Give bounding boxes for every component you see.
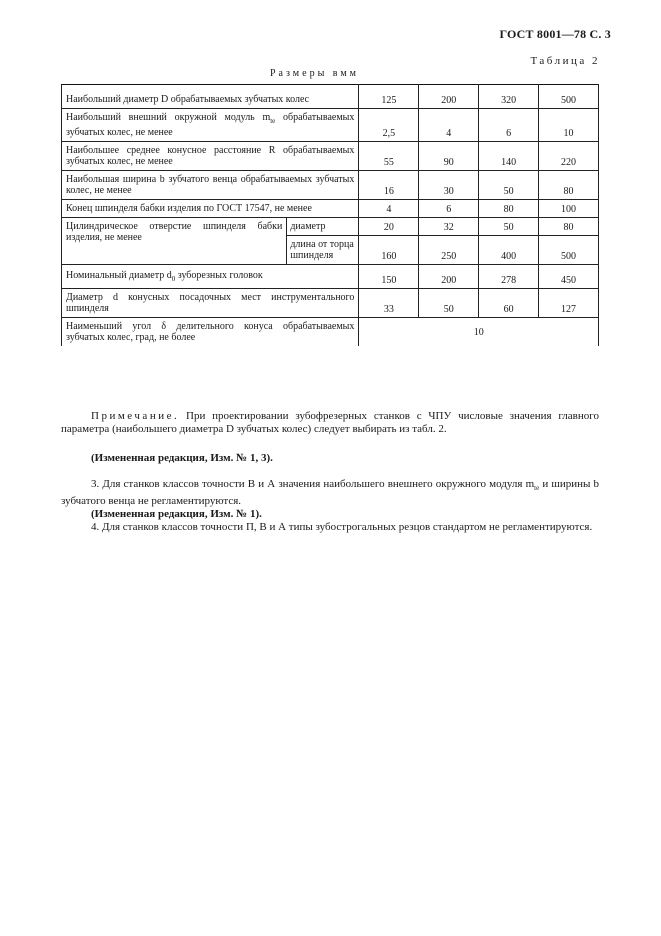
paragraph-text: и ширины b зубчатого венца не регламентируются. <box>61 478 599 508</box>
table-row <box>62 142 599 171</box>
cell: 32 <box>419 218 479 236</box>
row-label-seat-diameter: Диаметр d конусных посадочных мест инструментального шпинделя <box>62 289 359 318</box>
table-row <box>62 218 599 236</box>
revision-1 <box>61 452 599 465</box>
cell: 55 <box>359 142 419 171</box>
row-label-min-angle: Наименьший угол δ делительного конуса обрабатываемых зубчатых колес, град, не более <box>62 318 359 347</box>
row-text: обрабатываемых зубчатых колес, не менее <box>66 112 355 138</box>
cell: 50 <box>419 289 479 318</box>
cell: 16 <box>359 171 419 200</box>
table-row <box>62 318 599 347</box>
cell: 220 <box>539 142 599 171</box>
row-label-width: Наибольшая ширина b зубчатого венца обрабатываемых зубчатых колес, не менее <box>62 171 359 200</box>
cell: 250 <box>419 236 479 265</box>
page-header: ГОСТ 8001—78 С. 3 <box>499 27 611 41</box>
cell: 200 <box>419 265 479 289</box>
cell: 10 <box>359 318 599 347</box>
cell: 80 <box>539 171 599 200</box>
cell: 33 <box>359 289 419 318</box>
paragraph-text: 4. Для станков классов точности П, В и А типы зубострогальных резцов стандартом не регламентируются. <box>91 521 593 534</box>
table-row <box>62 265 599 289</box>
cell: 4 <box>359 200 419 218</box>
cell: 400 <box>479 236 539 265</box>
note-label: Примечание. <box>91 410 180 422</box>
row-label-max-diameter: Наибольший диаметр D обрабатываемых зубчатых колес <box>62 85 359 109</box>
cell: 20 <box>359 218 419 236</box>
cell: 4 <box>419 109 479 142</box>
cell: 80 <box>479 200 539 218</box>
subscript: 0 <box>171 275 176 283</box>
row-label-cone-distance: Наибольшее среднее конусное расстояние R обрабатываемых зубчатых колес, не менее <box>62 142 359 171</box>
cell: 50 <box>479 171 539 200</box>
cell: 6 <box>479 109 539 142</box>
row-label-max-module <box>62 109 359 142</box>
cell: 127 <box>539 289 599 318</box>
revision-text: (Измененная редакция, Изм. № 1, 3). <box>91 452 273 464</box>
cell: 450 <box>539 265 599 289</box>
cell: 50 <box>479 218 539 236</box>
cell: 80 <box>539 218 599 236</box>
cell: 30 <box>419 171 479 200</box>
cell: 100 <box>539 200 599 218</box>
cell: 90 <box>419 142 479 171</box>
cell: 6 <box>419 200 479 218</box>
paragraph-text: 3. Для станков классов точности В и А значения наибольшего внешнего окружного модуля m <box>91 478 535 490</box>
cell: 160 <box>359 236 419 265</box>
cell: 140 <box>479 142 539 171</box>
table-row <box>62 200 599 218</box>
table-row <box>62 171 599 200</box>
cell: 200 <box>419 85 479 109</box>
table-row <box>62 289 599 318</box>
paragraph-3 <box>61 478 599 534</box>
note-text: При проектировании зубофрезерных станков с ЧПУ числовые значения главного параметра (наибольшего диаметра D зубчатых колес) следует выбирать из табл. 2. <box>61 410 599 435</box>
spec-table <box>61 84 599 346</box>
cell: 320 <box>479 85 539 109</box>
units-label: Размеры вмм <box>270 68 360 79</box>
row-label-spindle-end: Конец шпинделя бабки изделия по ГОСТ 17547, не менее <box>62 200 359 218</box>
cell: 150 <box>359 265 419 289</box>
table-row <box>62 85 599 109</box>
row-text: зуборезных головок <box>175 270 263 281</box>
cell: 500 <box>539 236 599 265</box>
cell: 125 <box>359 85 419 109</box>
subscript: te <box>270 117 276 125</box>
table-label: Таблица 2 <box>530 55 600 67</box>
row-text: Номинальный диаметр d <box>66 270 172 281</box>
cell: 278 <box>479 265 539 289</box>
sub-label-diameter: диаметр <box>287 218 359 236</box>
table-row <box>62 109 599 142</box>
note-block <box>61 410 599 436</box>
subscript: te <box>534 484 540 493</box>
cell: 2,5 <box>359 109 419 142</box>
cell: 10 <box>539 109 599 142</box>
sub-label-length: длина от торца шпинделя <box>287 236 359 265</box>
cell: 60 <box>479 289 539 318</box>
row-label-nominal-diameter <box>62 265 359 289</box>
cell: 500 <box>539 85 599 109</box>
row-label-cylindrical-hole: Цилиндрическое отверстие шпинделя бабки изделия, не менее <box>62 218 287 265</box>
revision-text: (Измененная редакция, Изм. № 1). <box>91 508 262 521</box>
row-text: Наибольший внешний окружной модуль m <box>66 112 271 123</box>
